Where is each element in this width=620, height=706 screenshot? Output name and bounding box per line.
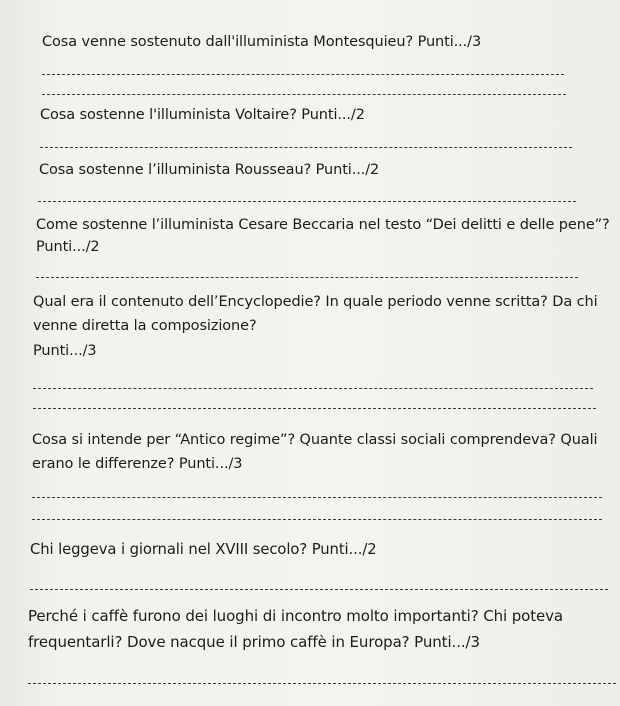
question-2-text: Cosa sostenne l'illuminista Voltaire? Punti.../2 bbox=[40, 107, 365, 123]
answer-line-7[interactable] bbox=[30, 589, 608, 590]
answer-line-5a[interactable] bbox=[33, 388, 593, 389]
question-4-points: Punti.../2 bbox=[36, 239, 100, 255]
question-5-text-2: venne diretta la composizione? bbox=[33, 318, 257, 334]
question-5-points: Punti.../3 bbox=[33, 343, 97, 359]
question-6-text-1: Cosa si intende per “Antico regime”? Quante classi sociali comprendeva? Quali bbox=[32, 432, 598, 448]
answer-line-3[interactable] bbox=[38, 201, 576, 202]
question-8-text-2: frequentarli? Dove nacque il primo caffè in Europa? Punti.../3 bbox=[28, 633, 480, 651]
answer-line-5b[interactable] bbox=[33, 408, 596, 409]
answer-line-1b[interactable] bbox=[42, 94, 566, 95]
question-1-text: Cosa venne sostenuto dall'illuminista Montesquieu? Punti.../3 bbox=[42, 34, 482, 50]
answer-line-6b[interactable] bbox=[32, 519, 602, 520]
question-3-text: Cosa sostenne l’illuminista Rousseau? Punti.../2 bbox=[39, 162, 380, 178]
question-8-text-1: Perché i caffè furono dei luoghi di incontro molto importanti? Chi poteva bbox=[28, 607, 564, 625]
answer-line-4[interactable] bbox=[36, 277, 578, 278]
question-5-text-1: Qual era il contenuto dell’Encyclopedie? In quale periodo venne scritta? Da chi bbox=[33, 294, 598, 310]
answer-line-2[interactable] bbox=[40, 147, 572, 148]
question-7-text: Chi leggeva i giornali nel XVIII secolo? Punti.../2 bbox=[30, 541, 377, 558]
answer-line-8[interactable] bbox=[28, 683, 616, 684]
answer-line-6a[interactable] bbox=[32, 497, 602, 498]
answer-line-1a[interactable] bbox=[42, 74, 564, 75]
question-4-text: Come sostenne l’illuminista Cesare Beccaria nel testo “Dei delitti e delle pene”? bbox=[36, 217, 610, 233]
question-6-text-2: erano le differenze? Punti.../3 bbox=[32, 456, 243, 472]
